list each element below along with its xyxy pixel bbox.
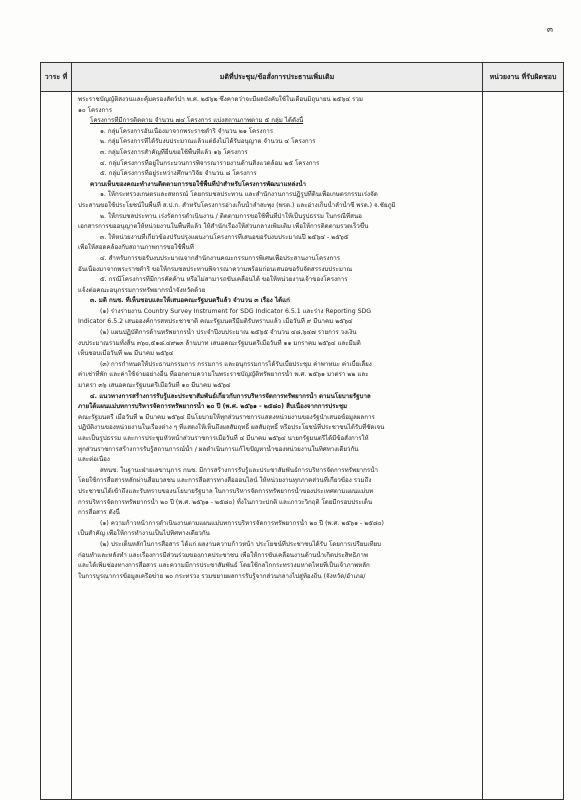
text-line: ๑๐ โครงการ <box>78 106 113 114</box>
text-line: ๓. กลุ่มโครงการสำคัญที่ยื่นขอใช้พื้นที่แล้ว ๑๖ โครงการ <box>100 148 248 156</box>
text-line: ทุกส่วนราชการสร้างการรับรู้สถานการณ์น้ำ / ผลดำเนินการแก้ไขปัญหาน้ำของหน่วยงานในทิศทางเดียวกัน <box>78 445 359 453</box>
agenda-cell <box>41 92 72 800</box>
text-line: และต่อเนื่อง <box>78 456 110 464</box>
text-line: (๑) ร่างรายงาน Country Survey Instrument for SDG Indicator 6.5.1 และร่าง Reporting SDG <box>100 307 372 315</box>
text-line: แจ้งต่อคณะอนุกรรมการทรัพยากรน้ำจังหวัดด้วย <box>78 286 206 294</box>
table-header-row <box>41 63 564 92</box>
text-line: ๕. กลุ่มโครงการที่อยู่ระหว่างศึกษาวิจัย จำนวน ๘ โครงการ <box>100 170 257 178</box>
resolution-cell <box>72 92 483 800</box>
text-line: คณะรัฐมนตรี เมื่อวันที่ ๒ มีนาคม ๒๕๖๔ มีนโยบายให้ทุกส่วนราชการแสดงหน่วยงานของรัฐนำเสนอข้อมูลผลการ <box>78 413 375 421</box>
text-line: เพื่อให้สอดคล้องกับสถานภาพการขอใช้พื้นที่ <box>78 244 194 252</box>
text-line: มาตรา ๓๖ เสนอคณะรัฐมนตรีเมื่อวันที่ ๑๐ มีนาคม ๒๕๖๔ <box>78 382 231 390</box>
text-line: อันเนื่องมาจากพระราชดำริ ขอให้กรมชลประทานพิจารณาความพร้อมก่อนเสนอขอรับจัดสรรงบประมาณ <box>78 265 353 273</box>
text-line: (๓) การกำหนดให้ประธานกรรมการ กรรมการ และอนุกรรมการได้รับเบี้ยประชุม ค่าพาหนะ ค่าเบี้ยเลี้ยง <box>100 360 372 368</box>
text-line: ๑. กลุ่มโครงการอันเนื่องมาจากพระราชดำริ จำนวน ๒๑ โครงการ <box>100 127 274 135</box>
resolution-text <box>78 95 476 582</box>
agency-cell <box>483 92 564 800</box>
text-line: ๔. สำหรับการขอรับงบประมาณจากสำนักงานคณะกรรมการพิเศษเพื่อประสานงานโครงการ <box>100 254 341 262</box>
text-line: พระราชบัญญัติสงวนและคุ้มครองสัตว์ป่า พ.ศ. ๒๕๖๒ ซึ่งคาดว่าจะมีผลบังคับใช้ในเดือนมิถุนายน ๒๕๖๔ รวม <box>78 96 363 103</box>
page-number: ๓ <box>546 25 553 35</box>
text-line: Indicator 6.5.2 เสนอองค์การสหประชาชาติ คณะรัฐมนตรีมีมติรับทราบแล้ว เมื่อวันที่ ๙ มีนาคม ๒๕๖๔ <box>78 318 353 326</box>
text-line: ๒. ให้กรมชลประทาน เร่งรัดการดำเนินงาน / ติดตามการขอใช้พื้นที่ป่าให้เป็นรูปธรรม ในกรณีที่สนอ <box>100 212 362 220</box>
text-line: เห็นชอบเมื่อวันที่ ๒๒ มีนาคม ๒๕๖๔ <box>78 350 174 358</box>
table-row <box>41 92 564 800</box>
text-line: โครงการที่มีการติดตาม จำนวน ๗๔ โครงการ แบ่งสถานภาพตาม ๕ กลุ่ม ได้ดังนี้ <box>90 117 304 125</box>
resolution-column-header: มติที่ประชุม/ข้อสั่งการประธานเพิ่มเติม <box>72 63 483 92</box>
text-line: ภายใต้แผนแม่บทการบริหารจัดการทรัพยากรน้ำ ๒๐ ปี (พ.ศ. ๒๕๖๑ - ๒๕๘๐) สืบเนื่องจากการประชุม <box>78 403 348 411</box>
text-line: ก่อนทำและหลังทำ และเรื่องการมีส่วนร่วมของภาคประชาชน เพื่อให้การขับเคลื่อนงานด้านน้ำเกิดประสิทธิภาพ <box>78 551 368 559</box>
text-line: ค่าเช่าที่พัก และค่าใช้จ่ายอย่างอื่น ที่ออกตามความในพระราชบัญญัติทรัพยากรน้ำ พ.ศ. ๒๕๖๑ มาตรา ๒๒ และ <box>78 371 369 379</box>
text-line: (๑) ความก้าวหน้าการดำเนินงานตามแผนแม่บทการบริหารจัดการทรัพยากรน้ำ ๒๐ ปี (พ.ศ. ๒๕๖๑ - ๒๕๘๐) <box>100 519 384 527</box>
text-line: ๕. กรณีโครงการที่มีการคัดค้าน หรือไม่สามารถขับเคลื่อนได้ ขอให้หน่วยงานเจ้าของโครงการ <box>100 276 348 284</box>
text-line: ความเห็นของคณะทำงานติดตามการขอใช้พื้นที่ป่าสำหรับโครงการพัฒนาแหล่งน้ำ <box>90 180 307 188</box>
text-line: ปฏิบัติงานของหน่วยงานในเรื่องต่าง ๆ ที่แสดงให้เห็นถึงผลสัมฤทธิ์ ผลสัมฤทธิ์ หรือประโยชน์ที่ประชาชนได้รับที่ชัดเจน <box>78 424 385 432</box>
text-line: ๔. กลุ่มโครงการที่อยู่ในกระบวนการพิจารณารายงานด้านสิ่งแวดล้อม ๒๕ โครงการ <box>100 159 320 167</box>
text-line: การบริหารจัดการทรัพยากรน้ำ ๒๐ ปี (พ.ศ. ๒๕๖๑ - ๒๕๘๐) ทั้งในภาวะปกติ และภาวะวิกฤติ โดยมีกรอบประเด็น <box>78 498 373 506</box>
text-line: และเป็นรูปธรรม และการประชุมหัวหน้าส่วนราชการเมื่อวันที่ ๔ มีนาคม ๒๕๖๔ นายกรัฐมนตรีได้มีข้อสั่งการให้ <box>78 435 369 442</box>
text-line: ๒. กลุ่มโครงการที่ได้รับงบประมาณแล้วแต่ยังไม่ได้รับอนุญาต จำนวน ๔ โครงการ <box>100 138 316 146</box>
text-line: โดยใช้การสื่อสารหลักผ่านสื่อมวลชน และการสื่อสารทางสื่อออนไลน์ ให้หน่วยงานทุกภาคส่วนที่เกี่ยวข้อง รวมถึง <box>78 477 372 485</box>
text-line: เอกสารการขออนุญาตให้หน่วยงานในพื้นที่แล้ว ให้สำนักเรื่องให้ส่วนกลางเพิ่มเติม เพื่อให้การติดตามรวดเร็วขึ้น <box>78 223 369 231</box>
text-line: ๔. แนวทางการสร้างการรับรู้และประชาสัมพันธ์เกี่ยวกับการบริหารจัดการทรัพยากรน้ำ ตามนโยบายรัฐบาล <box>90 392 371 400</box>
text-line: เป็นสำคัญ เพื่อให้การทำงานเป็นไปทิศทางเดียวกัน <box>78 530 210 538</box>
agenda-column-header: วาระ ที่ <box>41 63 72 92</box>
text-line: (๒) แผนปฏิบัติการด้านทรัพยากรน้ำ ประจำปีงบประมาณ ๒๕๖๕ จำนวน ๔๘,๖๔๗ รายการ วงเงิน <box>100 329 357 337</box>
text-line: ๓. มติ กนช. ที่เห็นชอบและให้เสนอคณะรัฐมนตรีแล้ว จำนวน ๓ เรื่อง ได้แก่ <box>90 297 290 305</box>
text-line: ประชาชนได้เข้าถึงและรับทราบของนโยบายรัฐบาล ในการบริหารจัดการทรัพยากรน้ำของประเทศตามแผนแม่บท <box>78 487 374 495</box>
text-line: ประสานขอใช้ประโยชน์ในพื้นที่ ส.ป.ก. สำหรับโครงการอ่างเก็บน้ำลำสะพุง (พรด.) และอ่างเก็บน้ำลำน้ำชี พรด.) จ.ชัยภูมิ <box>78 201 396 209</box>
minutes-table <box>40 62 564 800</box>
text-line: (๒) ประเด็นหลักในการสื่อสาร ได้แก่ ผลงานความก้าวหน้า ประโยชน์ที่ประชาชนได้รับ โดยการเปรียบเทียบ <box>100 540 382 548</box>
agency-column-header: หน่วยงาน ที่รับผิดชอบ <box>483 63 564 92</box>
text-line: ในการบูรณาการข้อมูลเครือข่าย ๒๐ กระทรวง รวมขยายผลการรับรู้จากส่วนกลางไปสู่ท้องถิ่น (จังหวัด/อำเภอ/ <box>78 572 366 580</box>
text-line: การสื่อสาร ดังนี้ <box>78 509 120 517</box>
text-line: ๑. ให้กระทรวงเกษตรและสหกรณ์ โดยกรมชลประทาน และสำนักงานการปฏิรูปที่ดินเพื่อเกษตรกรรมเร่งจัด <box>100 191 378 199</box>
text-line: และได้เพิ่มช่องทางการสื่อสาร และความมีการประชาสัมพันธ์ โดยใช้กลไกกระทรวงมหาดไทยที่เป็นเจ้าภาพหลัก <box>78 562 370 570</box>
text-line: สทนช. ในฐานะฝ่ายเลขานุการ กนช. มีการสร้างการรับรู้และประชาสัมพันธ์การบริหารจัดการทรัพยากรน้ำ <box>100 466 378 474</box>
text-line: ๓. ให้หน่วยงานที่เกี่ยวข้องปรับปรุงแผนงานโครงการที่เสนอขอรับงบประมาณปี ๒๕๖๔ - ๒๕๖๕ <box>100 233 349 241</box>
text-line: งบประมาณรวมทั้งสิ้น ๓๖๐,๕๑๘.๔๙๒๓ ล้านบาท เสนอคณะรัฐมนตรีเมื่อวันที่ ๑๑ มกราคม ๒๕๖๔ และมีมติ <box>78 339 361 347</box>
